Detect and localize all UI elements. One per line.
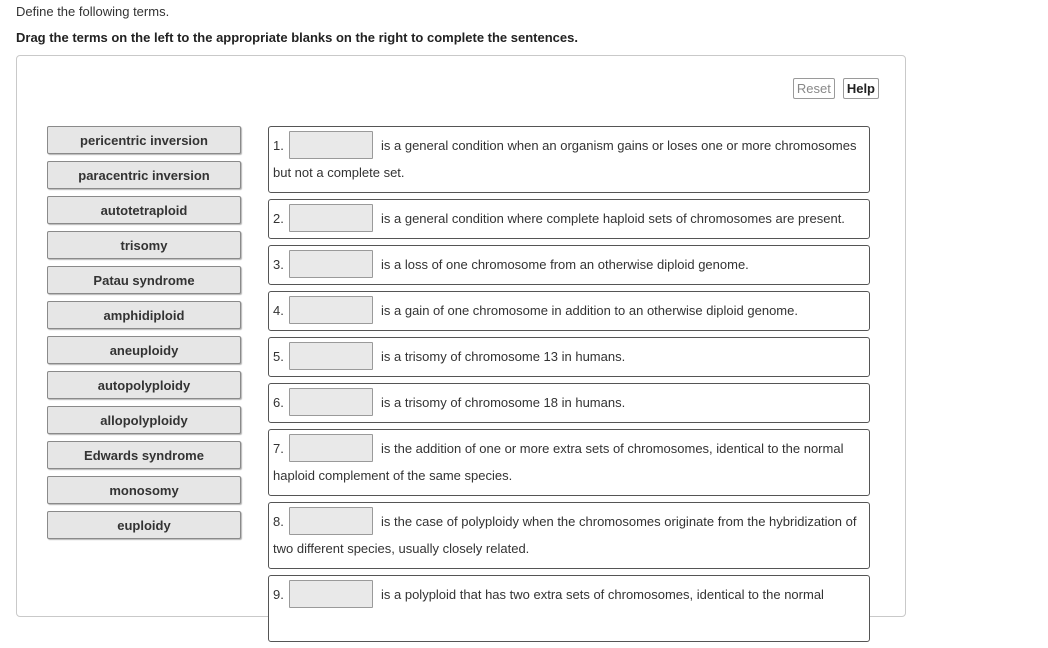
drop-blank-4[interactable]	[289, 296, 373, 324]
sentence-number: 3.	[273, 257, 284, 272]
sentence-continuation: haploid complement of the same species.	[273, 468, 513, 483]
sentence-number: 8.	[273, 514, 284, 529]
term-pericentric-inversion[interactable]: pericentric inversion	[47, 126, 241, 154]
sentence-number: 4.	[273, 303, 284, 318]
sentence-text: is a trisomy of chromosome 18 in humans.	[381, 395, 626, 410]
sentence-number: 1.	[273, 138, 284, 153]
sentence-continuation: but not a complete set.	[273, 165, 405, 180]
term-autopolyploidy[interactable]: autopolyploidy	[47, 371, 241, 399]
term-euploidy[interactable]: euploidy	[47, 511, 241, 539]
drop-blank-1[interactable]	[289, 131, 373, 159]
sentence-9	[268, 575, 870, 642]
sentence-text: is a polyploid that has two extra sets of chromosomes, identical to the normal	[381, 587, 824, 602]
term-bank	[47, 126, 241, 546]
term-aneuploidy[interactable]: aneuploidy	[47, 336, 241, 364]
panel-toolbar	[793, 78, 879, 99]
sentence-text: is a gain of one chromosome in addition to an otherwise diploid genome.	[381, 303, 798, 318]
sentence-8	[268, 502, 870, 569]
instruction-define: Define the following terms.	[16, 4, 170, 19]
term-paracentric-inversion[interactable]: paracentric inversion	[47, 161, 241, 189]
term-autotetraploid[interactable]: autotetraploid	[47, 196, 241, 224]
term-amphidiploid[interactable]: amphidiploid	[47, 301, 241, 329]
sentence-text: is a general condition when an organism gains or loses one or more chromosomes	[381, 138, 857, 153]
sentence-number: 7.	[273, 441, 284, 456]
drop-blank-8[interactable]	[289, 507, 373, 535]
sentence-7	[268, 429, 870, 496]
instruction-drag: Drag the terms on the left to the appropriate blanks on the right to complete the sentences.	[16, 30, 578, 45]
sentence-number: 5.	[273, 349, 284, 364]
sentence-list	[268, 126, 870, 648]
sentence-text: is the case of polyploidy when the chromosomes originate from the hybridization of	[381, 514, 857, 529]
sentence-6	[268, 383, 870, 423]
sentence-5	[268, 337, 870, 377]
drop-blank-3[interactable]	[289, 250, 373, 278]
sentence-4	[268, 291, 870, 331]
sentence-number: 2.	[273, 211, 284, 226]
sentence-continuation: two different species, usually closely related.	[273, 541, 530, 556]
term-monosomy[interactable]: monosomy	[47, 476, 241, 504]
term-patau-syndrome[interactable]: Patau syndrome	[47, 266, 241, 294]
reset-button[interactable]: Reset	[793, 78, 835, 99]
term-allopolyploidy[interactable]: allopolyploidy	[47, 406, 241, 434]
term-trisomy[interactable]: trisomy	[47, 231, 241, 259]
drop-blank-7[interactable]	[289, 434, 373, 462]
sentence-text: is the addition of one or more extra sets of chromosomes, identical to the normal	[381, 441, 844, 456]
term-edwards-syndrome[interactable]: Edwards syndrome	[47, 441, 241, 469]
sentence-number: 6.	[273, 395, 284, 410]
activity-panel	[16, 55, 906, 617]
drop-blank-5[interactable]	[289, 342, 373, 370]
sentence-number: 9.	[273, 587, 284, 602]
drop-blank-6[interactable]	[289, 388, 373, 416]
drop-blank-2[interactable]	[289, 204, 373, 232]
sentence-1	[268, 126, 870, 193]
sentence-text: is a general condition where complete haploid sets of chromosomes are present.	[381, 211, 845, 226]
sentence-3	[268, 245, 870, 285]
help-button[interactable]: Help	[843, 78, 879, 99]
sentence-text: is a trisomy of chromosome 13 in humans.	[381, 349, 626, 364]
sentence-text: is a loss of one chromosome from an otherwise diploid genome.	[381, 257, 749, 272]
drop-blank-9[interactable]	[289, 580, 373, 608]
sentence-2	[268, 199, 870, 239]
